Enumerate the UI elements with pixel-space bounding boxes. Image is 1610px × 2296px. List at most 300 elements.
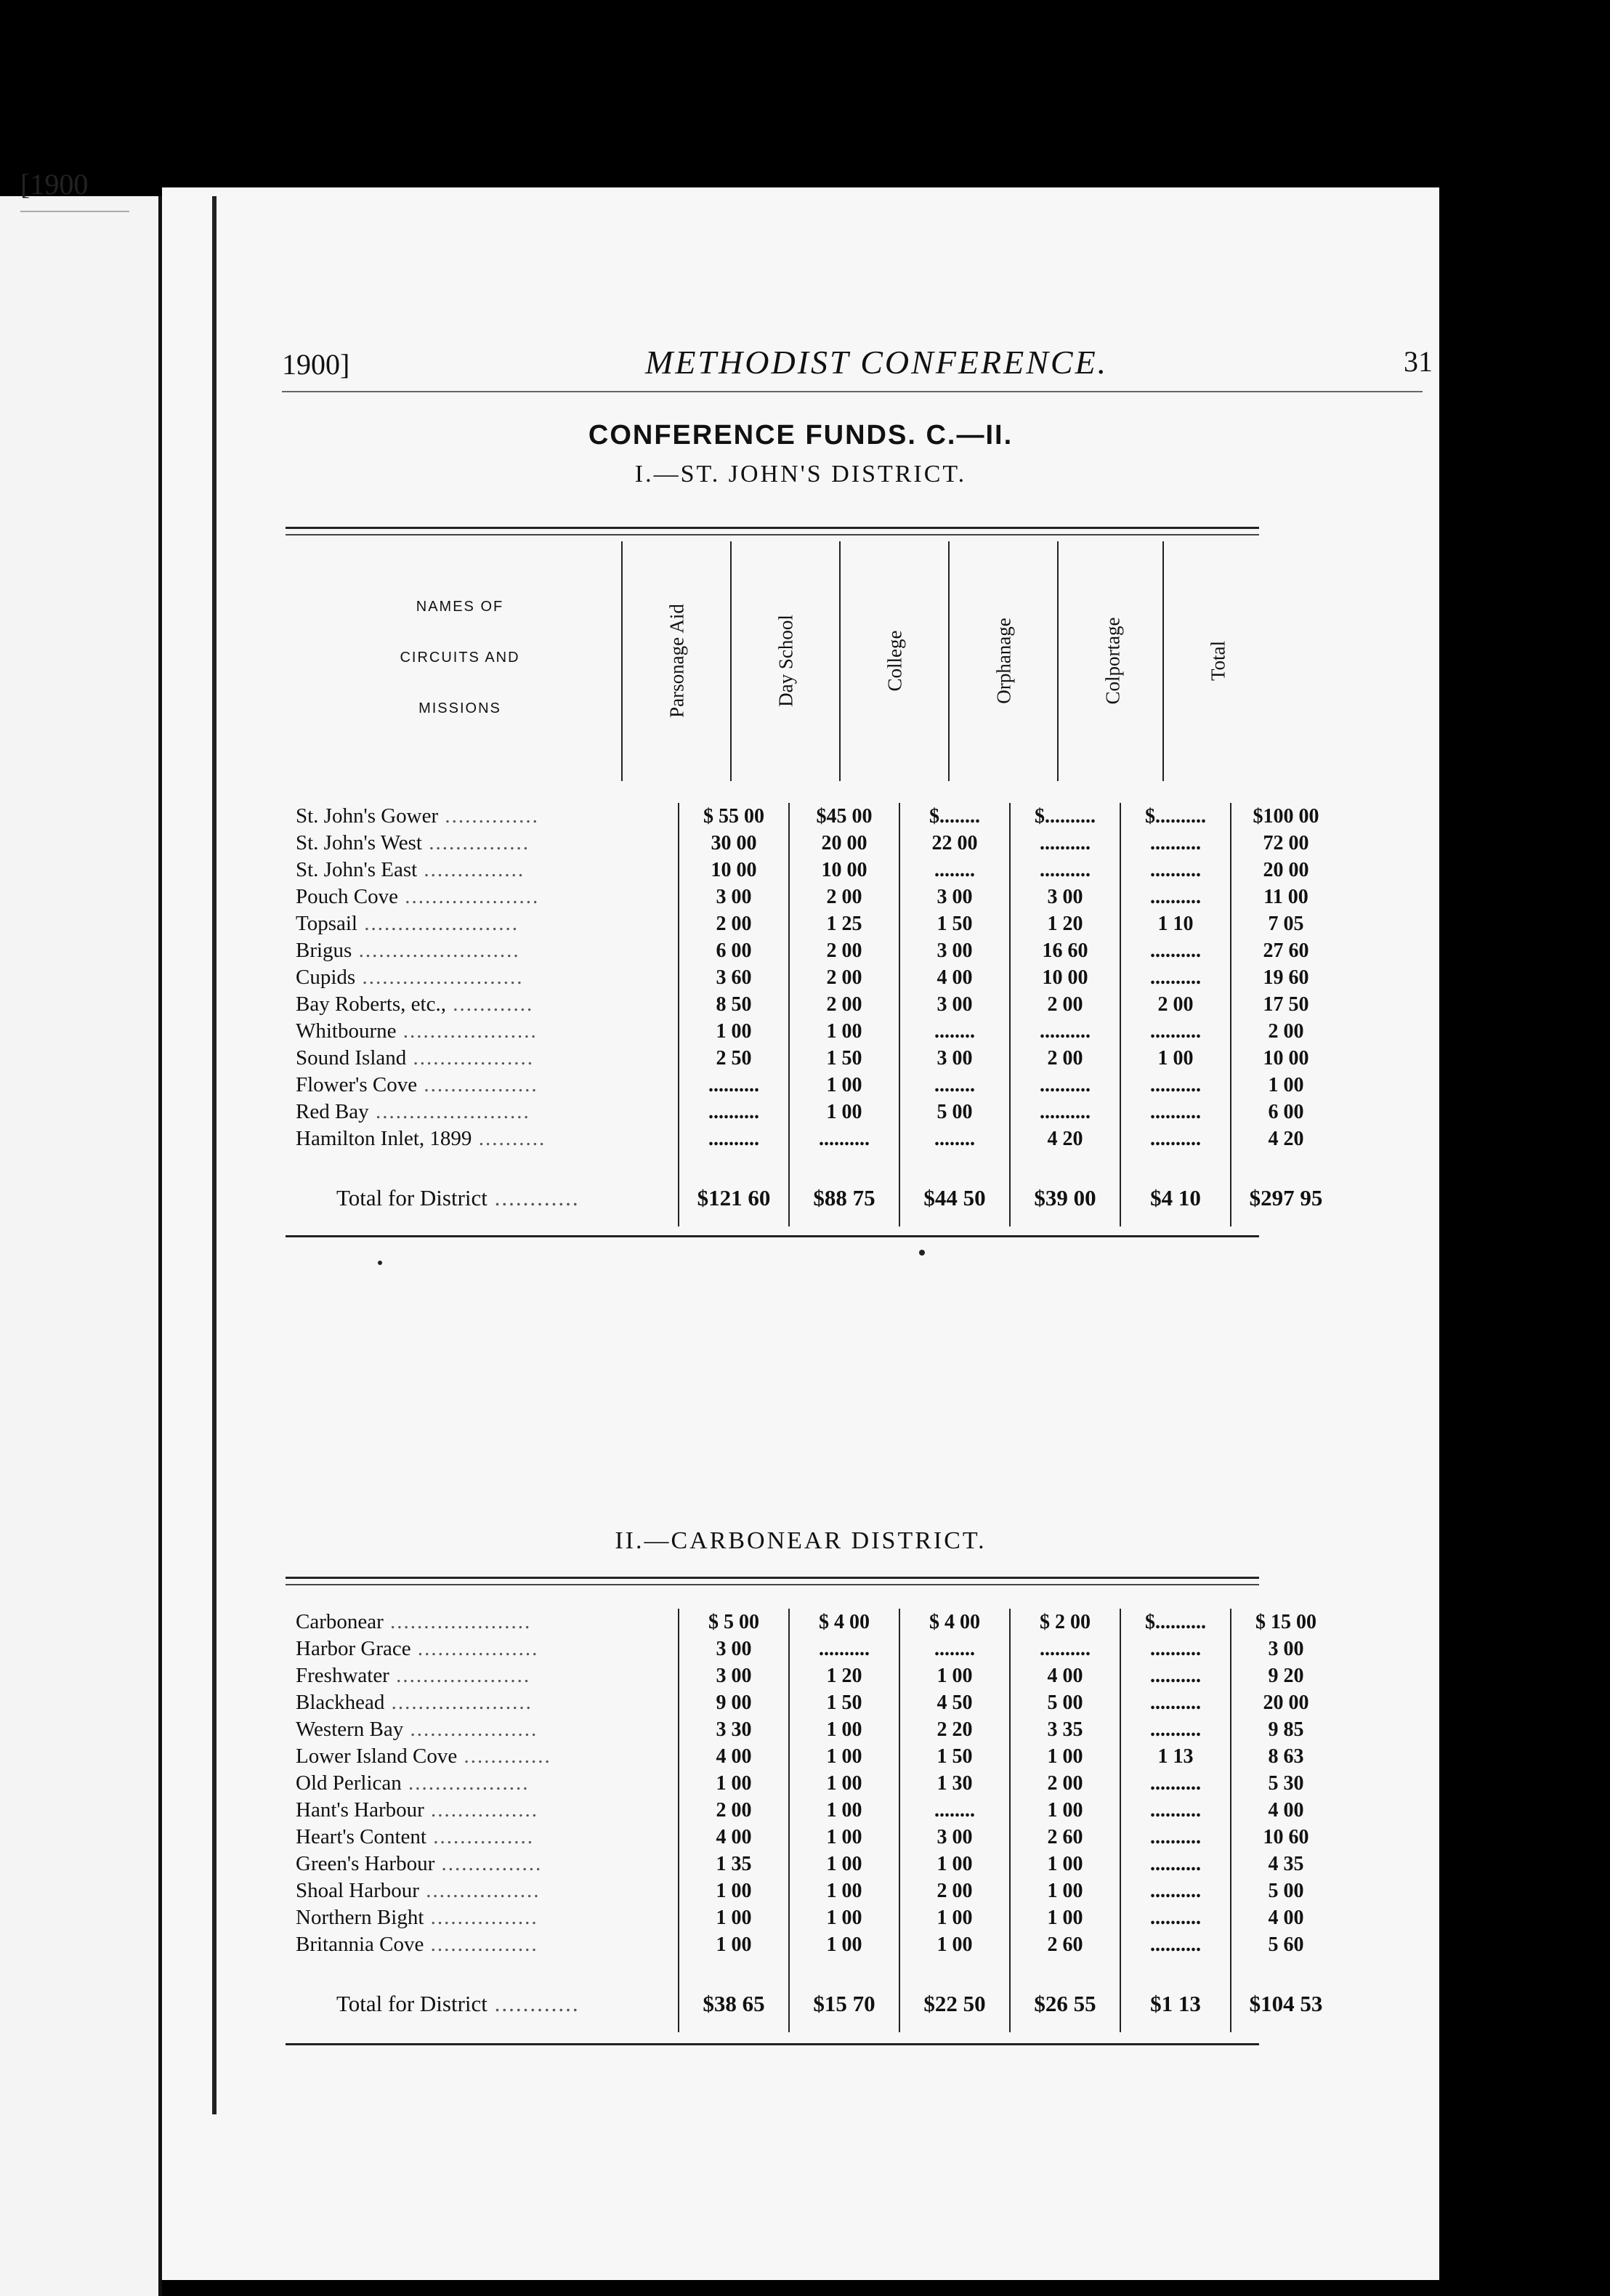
dot-leader: ........................ bbox=[352, 939, 520, 962]
amount-cell: 6 00 bbox=[1231, 1099, 1340, 1125]
circuit-name: Lower Island Cove ............. bbox=[296, 1745, 551, 1768]
amount-cell: $100 00 bbox=[1231, 803, 1340, 830]
amount-cell: $15 70 bbox=[789, 1974, 899, 2032]
amount-cell: .......... bbox=[1120, 1877, 1231, 1904]
amount-cell: 2 00 bbox=[1010, 1045, 1120, 1072]
table-row bbox=[286, 1904, 1340, 1931]
amount-cell: .......... bbox=[1120, 884, 1231, 910]
circuit-name: Bay Roberts, etc., ............ bbox=[296, 993, 534, 1016]
table-row bbox=[286, 1716, 1340, 1743]
header-year: 1900] bbox=[282, 348, 350, 381]
amount-cell: 1 50 bbox=[789, 1689, 899, 1716]
left-page-rule bbox=[20, 211, 129, 212]
amount-cell: 1 00 bbox=[789, 1716, 899, 1743]
amount-cell: 5 00 bbox=[899, 1099, 1010, 1125]
spacer-cell bbox=[1010, 1958, 1120, 1974]
amount-cell: 1 35 bbox=[679, 1851, 789, 1877]
amount-cell: 1 25 bbox=[789, 910, 899, 937]
amount-cell: $45 00 bbox=[789, 803, 899, 830]
table-row bbox=[286, 1689, 1340, 1716]
circuit-name: Sound Island .................. bbox=[296, 1046, 534, 1070]
amount-cell: ........ bbox=[899, 1018, 1010, 1045]
amount-cell: 1 00 bbox=[679, 1018, 789, 1045]
amount-cell: 3 00 bbox=[899, 884, 1010, 910]
dot-leader: .......... bbox=[472, 1127, 546, 1150]
amount-cell: .......... bbox=[1120, 964, 1231, 991]
amount-cell: 2 00 bbox=[789, 964, 899, 991]
col-head-parsonage-label: Parsonage Aid bbox=[666, 604, 688, 718]
amount-cell: 16 60 bbox=[1010, 937, 1120, 964]
spacer-cell bbox=[679, 1152, 789, 1168]
amount-cell: .......... bbox=[1120, 1716, 1231, 1743]
table-row bbox=[286, 1099, 1340, 1125]
amount-cell: 1 00 bbox=[789, 1743, 899, 1770]
amount-cell: .......... bbox=[679, 1125, 789, 1152]
amount-cell: 1 00 bbox=[789, 1851, 899, 1877]
amount-cell: 2 00 bbox=[679, 1797, 789, 1824]
table-row bbox=[286, 830, 1340, 857]
circuit-name: Green's Harbour ............... bbox=[296, 1852, 543, 1875]
amount-cell: .......... bbox=[1010, 1099, 1120, 1125]
dot-leader: ............. bbox=[457, 1745, 551, 1768]
names-heading-line-2: CIRCUITS AND bbox=[400, 650, 520, 666]
table-top-rule-carbonear-2 bbox=[286, 1584, 1259, 1585]
amount-cell: .......... bbox=[789, 1636, 899, 1662]
table-row bbox=[286, 1125, 1340, 1152]
amount-cell: 10 00 bbox=[789, 857, 899, 884]
amount-cell: $297 95 bbox=[1231, 1168, 1340, 1226]
amount-cell: 10 60 bbox=[1231, 1824, 1340, 1851]
table-row bbox=[286, 1072, 1340, 1099]
circuit-name: Heart's Content ............... bbox=[296, 1825, 534, 1848]
amount-cell: 1 00 bbox=[1120, 1045, 1231, 1072]
amount-cell: 1 00 bbox=[789, 1797, 899, 1824]
amount-cell: 1 10 bbox=[1120, 910, 1231, 937]
print-speck bbox=[378, 1261, 382, 1265]
amount-cell: 1 00 bbox=[1231, 1072, 1340, 1099]
names-heading-line-1: NAMES OF bbox=[416, 599, 504, 615]
amount-cell: 3 00 bbox=[899, 1045, 1010, 1072]
table-row bbox=[286, 884, 1340, 910]
amount-cell: 1 00 bbox=[789, 1931, 899, 1958]
circuit-name: Cupids ........................ bbox=[296, 966, 524, 989]
amount-cell: $ 15 00 bbox=[1231, 1609, 1340, 1636]
amount-cell: 1 00 bbox=[789, 1018, 899, 1045]
dot-leader: .................. bbox=[401, 1771, 530, 1795]
amount-cell: 2 00 bbox=[1010, 1770, 1120, 1797]
col-head-college-label: College bbox=[883, 630, 906, 692]
table-top-rule bbox=[286, 527, 1259, 529]
circuit-name: Red Bay ....................... bbox=[296, 1100, 530, 1123]
dot-leader: .................. bbox=[406, 1046, 534, 1070]
amount-cell: 10 00 bbox=[1231, 1045, 1340, 1072]
dot-leader: .............. bbox=[438, 804, 539, 828]
circuit-name: Shoal Harbour ................. bbox=[296, 1879, 541, 1902]
dot-leader: ................ bbox=[424, 1798, 539, 1822]
amount-cell: 72 00 bbox=[1231, 830, 1340, 857]
table-row bbox=[286, 1770, 1340, 1797]
amount-cell: $ 4 00 bbox=[899, 1609, 1010, 1636]
col-head-dayschool-label: Day School bbox=[774, 615, 797, 707]
names-heading bbox=[286, 581, 634, 734]
amount-cell: 1 30 bbox=[899, 1770, 1010, 1797]
amount-cell: $38 65 bbox=[679, 1974, 789, 2032]
amount-cell: 5 00 bbox=[1231, 1877, 1340, 1904]
amount-cell: 2 00 bbox=[789, 937, 899, 964]
col-head-college bbox=[839, 541, 950, 781]
table-bottom-rule-stjohns bbox=[286, 1235, 1259, 1237]
col-head-colportage-label: Colportage bbox=[1101, 617, 1124, 705]
dot-leader: ........................ bbox=[355, 966, 524, 989]
table-row bbox=[286, 1851, 1340, 1877]
amount-cell: 1 00 bbox=[789, 1824, 899, 1851]
circuit-name: Northern Bight ................ bbox=[296, 1906, 538, 1929]
amount-cell: ........ bbox=[899, 1636, 1010, 1662]
col-head-dayschool bbox=[730, 541, 841, 781]
circuit-name: St. John's West ............... bbox=[296, 831, 530, 854]
amount-cell: .......... bbox=[1010, 857, 1120, 884]
amount-cell: 6 00 bbox=[679, 937, 789, 964]
spacer-cell bbox=[286, 1958, 679, 1974]
carbonear-table bbox=[286, 1609, 1340, 2032]
amount-cell: $88 75 bbox=[789, 1168, 899, 1226]
amount-cell: 1 50 bbox=[899, 1743, 1010, 1770]
amount-cell: 1 50 bbox=[899, 910, 1010, 937]
dot-leader: ....................... bbox=[368, 1100, 530, 1123]
dot-leader: ................. bbox=[418, 1879, 541, 1902]
amount-cell: 2 50 bbox=[679, 1045, 789, 1072]
dot-leader: ..................... bbox=[383, 1610, 532, 1633]
amount-cell: .......... bbox=[679, 1072, 789, 1099]
table-row bbox=[286, 1824, 1340, 1851]
amount-cell: 1 13 bbox=[1120, 1743, 1231, 1770]
amount-cell: 2 00 bbox=[1010, 991, 1120, 1018]
amount-cell: 3 00 bbox=[679, 884, 789, 910]
dot-leader: ............... bbox=[421, 831, 530, 854]
amount-cell: 5 30 bbox=[1231, 1770, 1340, 1797]
amount-cell: 3 00 bbox=[679, 1636, 789, 1662]
amount-cell: 1 00 bbox=[1010, 1904, 1120, 1931]
amount-cell: .......... bbox=[1120, 1689, 1231, 1716]
amount-cell: 9 20 bbox=[1231, 1662, 1340, 1689]
amount-cell: 10 00 bbox=[1010, 964, 1120, 991]
spacer-cell bbox=[1120, 1152, 1231, 1168]
amount-cell: 1 20 bbox=[1010, 910, 1120, 937]
circuit-name: Flower's Cove ................. bbox=[296, 1073, 538, 1096]
amount-cell: 1 00 bbox=[1010, 1877, 1120, 1904]
dot-leader: ............... bbox=[417, 858, 525, 881]
amount-cell: 20 00 bbox=[1231, 1689, 1340, 1716]
left-page-header: [1900 bbox=[20, 168, 89, 201]
left-facing-page bbox=[0, 196, 160, 2296]
amount-cell: .......... bbox=[1010, 1636, 1120, 1662]
circuit-name: Britannia Cove ................ bbox=[296, 1933, 538, 1956]
amount-cell: 4 00 bbox=[679, 1743, 789, 1770]
amount-cell: 2 00 bbox=[789, 991, 899, 1018]
dot-leader: ............... bbox=[426, 1825, 534, 1848]
table-row bbox=[286, 1018, 1340, 1045]
amount-cell: .......... bbox=[1120, 1904, 1231, 1931]
amount-cell: 1 00 bbox=[679, 1904, 789, 1931]
amount-cell: 1 00 bbox=[679, 1877, 789, 1904]
amount-cell: 4 00 bbox=[1010, 1662, 1120, 1689]
circuit-name: Western Bay ................... bbox=[296, 1718, 538, 1741]
spacer-cell bbox=[1010, 1152, 1120, 1168]
spacer-cell bbox=[1120, 1958, 1231, 1974]
print-speck bbox=[919, 1250, 925, 1256]
section-title: CONFERENCE FUNDS. C.—II. bbox=[588, 420, 1014, 450]
table-row bbox=[286, 1877, 1340, 1904]
col-head-orphanage-label: Orphanage bbox=[992, 618, 1015, 704]
amount-cell: 5 00 bbox=[1010, 1689, 1120, 1716]
amount-cell: 5 60 bbox=[1231, 1931, 1340, 1958]
amount-cell: 4 00 bbox=[1231, 1797, 1340, 1824]
circuit-name: Carbonear ..................... bbox=[296, 1610, 532, 1633]
amount-cell: 3 35 bbox=[1010, 1716, 1120, 1743]
spacer-cell bbox=[789, 1958, 899, 1974]
amount-cell: $.......... bbox=[1010, 803, 1120, 830]
table-row bbox=[286, 1743, 1340, 1770]
amount-cell: 1 00 bbox=[899, 1662, 1010, 1689]
amount-cell: 8 63 bbox=[1231, 1743, 1340, 1770]
amount-cell: 1 00 bbox=[899, 1904, 1010, 1931]
amount-cell: .......... bbox=[1120, 1851, 1231, 1877]
amount-cell: .......... bbox=[1120, 1931, 1231, 1958]
circuit-name: Whitbourne .................... bbox=[296, 1019, 538, 1043]
circuit-name: Topsail ....................... bbox=[296, 912, 519, 935]
amount-cell: $26 55 bbox=[1010, 1974, 1120, 2032]
amount-cell: 8 50 bbox=[679, 991, 789, 1018]
amount-cell: $44 50 bbox=[899, 1168, 1010, 1226]
page-number: 31 bbox=[1404, 345, 1433, 378]
amount-cell: ........ bbox=[899, 1125, 1010, 1152]
amount-cell: 2 00 bbox=[899, 1877, 1010, 1904]
amount-cell: 1 00 bbox=[679, 1770, 789, 1797]
amount-cell: .......... bbox=[1120, 1636, 1231, 1662]
amount-cell: $ 55 00 bbox=[679, 803, 789, 830]
amount-cell: $1 13 bbox=[1120, 1974, 1231, 2032]
dot-leader: .................... bbox=[396, 1019, 538, 1043]
amount-cell: 3 60 bbox=[679, 964, 789, 991]
amount-cell: 3 00 bbox=[899, 991, 1010, 1018]
table-row bbox=[286, 1931, 1340, 1958]
running-header bbox=[282, 344, 1437, 391]
col-head-orphanage bbox=[948, 541, 1059, 781]
amount-cell: 4 00 bbox=[1231, 1904, 1340, 1931]
spacer-cell bbox=[679, 1958, 789, 1974]
circuit-name: Harbor Grace .................. bbox=[296, 1637, 539, 1660]
amount-cell: $ 4 00 bbox=[789, 1609, 899, 1636]
table-row bbox=[286, 910, 1340, 937]
amount-cell: 4 00 bbox=[899, 964, 1010, 991]
amount-cell: 20 00 bbox=[789, 830, 899, 857]
amount-cell: 3 00 bbox=[899, 1824, 1010, 1851]
amount-cell: 1 00 bbox=[789, 1877, 899, 1904]
amount-cell: ........ bbox=[899, 1797, 1010, 1824]
stjohns-table bbox=[286, 803, 1340, 1226]
dot-leader: ....................... bbox=[357, 912, 519, 935]
amount-cell: .......... bbox=[1120, 1797, 1231, 1824]
spacer-cell bbox=[899, 1958, 1010, 1974]
dot-leader: ............ bbox=[445, 993, 534, 1016]
table-row bbox=[286, 803, 1340, 830]
col-head-colportage bbox=[1057, 541, 1168, 781]
amount-cell: 11 00 bbox=[1231, 884, 1340, 910]
amount-cell: 4 35 bbox=[1231, 1851, 1340, 1877]
amount-cell: .......... bbox=[1120, 857, 1231, 884]
amount-cell: 2 20 bbox=[899, 1716, 1010, 1743]
amount-cell: .......... bbox=[1120, 830, 1231, 857]
amount-cell: 2 00 bbox=[789, 884, 899, 910]
amount-cell: 2 00 bbox=[679, 910, 789, 937]
table-row bbox=[286, 857, 1340, 884]
amount-cell: .......... bbox=[1010, 1018, 1120, 1045]
amount-cell: 4 20 bbox=[1010, 1125, 1120, 1152]
table-row bbox=[286, 937, 1340, 964]
amount-cell: .......... bbox=[1120, 1824, 1231, 1851]
circuit-name: Pouch Cove .................... bbox=[296, 885, 540, 908]
amount-cell: 3 00 bbox=[679, 1662, 789, 1689]
amount-cell: .......... bbox=[679, 1099, 789, 1125]
amount-cell: 20 00 bbox=[1231, 857, 1340, 884]
table-top-rule-2 bbox=[286, 534, 1259, 535]
amount-cell: $121 60 bbox=[679, 1168, 789, 1226]
dot-leader: ............ bbox=[487, 1990, 580, 2016]
amount-cell: 1 00 bbox=[1010, 1797, 1120, 1824]
total-label: Total for District ............ bbox=[336, 1184, 580, 1210]
amount-cell: 3 00 bbox=[1010, 884, 1120, 910]
table-row bbox=[286, 1636, 1340, 1662]
col-head-total-label: Total bbox=[1207, 640, 1229, 682]
amount-cell: $4 10 bbox=[1120, 1168, 1231, 1226]
table-row bbox=[286, 1045, 1340, 1072]
spacer-cell bbox=[1231, 1152, 1340, 1168]
amount-cell: 10 00 bbox=[679, 857, 789, 884]
amount-cell: 2 60 bbox=[1010, 1931, 1120, 1958]
amount-cell: 4 00 bbox=[679, 1824, 789, 1851]
amount-cell: 4 20 bbox=[1231, 1125, 1340, 1152]
spacer-cell bbox=[1231, 1958, 1340, 1974]
circuit-name: Hamilton Inlet, 1899 .......... bbox=[296, 1127, 546, 1150]
header-rule bbox=[282, 391, 1423, 392]
amount-cell: ........ bbox=[899, 857, 1010, 884]
amount-cell: 7 05 bbox=[1231, 910, 1340, 937]
amount-cell: 9 85 bbox=[1231, 1716, 1340, 1743]
table-row bbox=[286, 991, 1340, 1018]
dot-leader: ................ bbox=[424, 1906, 538, 1929]
amount-cell: .......... bbox=[1120, 1072, 1231, 1099]
amount-cell: 1 20 bbox=[789, 1662, 899, 1689]
amount-cell: .......... bbox=[1010, 1072, 1120, 1099]
amount-cell: .......... bbox=[1120, 1018, 1231, 1045]
amount-cell: .......... bbox=[1010, 830, 1120, 857]
amount-cell: 1 00 bbox=[789, 1099, 899, 1125]
circuit-name: Hant's Harbour ................ bbox=[296, 1798, 539, 1822]
amount-cell: .......... bbox=[1120, 937, 1231, 964]
circuit-name: Freshwater .................... bbox=[296, 1664, 531, 1687]
amount-cell: 2 60 bbox=[1010, 1824, 1120, 1851]
amount-cell: 3 30 bbox=[679, 1716, 789, 1743]
amount-cell: ........ bbox=[899, 1072, 1010, 1099]
header-title: METHODIST CONFERENCE. bbox=[645, 344, 1109, 381]
spacer-row bbox=[286, 1958, 1340, 1974]
amount-cell: 1 00 bbox=[789, 1904, 899, 1931]
circuit-name: Blackhead ..................... bbox=[296, 1691, 533, 1714]
amount-cell: 3 00 bbox=[899, 937, 1010, 964]
amount-cell: 30 00 bbox=[679, 830, 789, 857]
table-row bbox=[286, 1662, 1340, 1689]
circuit-name: Brigus ........................ bbox=[296, 939, 520, 962]
amount-cell: 1 00 bbox=[679, 1931, 789, 1958]
dot-leader: ................ bbox=[424, 1933, 538, 1956]
amount-cell: $104 53 bbox=[1231, 1974, 1340, 2032]
amount-cell: 27 60 bbox=[1231, 937, 1340, 964]
amount-cell: $ 5 00 bbox=[679, 1609, 789, 1636]
spacer-cell bbox=[789, 1152, 899, 1168]
amount-cell: 19 60 bbox=[1231, 964, 1340, 991]
dot-leader: ..................... bbox=[384, 1691, 533, 1714]
amount-cell: $.......... bbox=[1120, 803, 1231, 830]
district-title-carbonear: II.—CARBONEAR DISTRICT. bbox=[615, 1527, 987, 1554]
amount-cell: .......... bbox=[1120, 1125, 1231, 1152]
amount-cell: 1 00 bbox=[1010, 1851, 1120, 1877]
col-head-parsonage bbox=[621, 541, 732, 781]
amount-cell: .......... bbox=[1120, 1662, 1231, 1689]
amount-cell: .......... bbox=[789, 1125, 899, 1152]
dot-leader: ................... bbox=[403, 1718, 538, 1741]
dot-leader: ............... bbox=[434, 1852, 543, 1875]
table-bottom-rule-carbonear bbox=[286, 2043, 1259, 2045]
amount-cell: 1 00 bbox=[1010, 1743, 1120, 1770]
dot-leader: ............ bbox=[487, 1184, 580, 1210]
amount-cell: 22 00 bbox=[899, 830, 1010, 857]
circuit-name: St. John's Gower .............. bbox=[296, 804, 539, 828]
spacer-row bbox=[286, 1152, 1340, 1168]
amount-cell: $39 00 bbox=[1010, 1168, 1120, 1226]
amount-cell: $.......... bbox=[1120, 1609, 1231, 1636]
amount-cell: 1 00 bbox=[899, 1931, 1010, 1958]
amount-cell: 17 50 bbox=[1231, 991, 1340, 1018]
amount-cell: 2 00 bbox=[1120, 991, 1231, 1018]
amount-cell: $22 50 bbox=[899, 1974, 1010, 2032]
amount-cell: 9 00 bbox=[679, 1689, 789, 1716]
amount-cell: 4 50 bbox=[899, 1689, 1010, 1716]
amount-cell: 1 00 bbox=[789, 1072, 899, 1099]
table-top-rule-carbonear bbox=[286, 1577, 1259, 1579]
dot-leader: ................. bbox=[417, 1073, 538, 1096]
circuit-name: Old Perlican .................. bbox=[296, 1771, 530, 1795]
amount-cell: $ 2 00 bbox=[1010, 1609, 1120, 1636]
spacer-cell bbox=[286, 1152, 679, 1168]
table-row bbox=[286, 964, 1340, 991]
amount-cell: 2 00 bbox=[1231, 1018, 1340, 1045]
amount-cell: .......... bbox=[1120, 1099, 1231, 1125]
total-label: Total for District ............ bbox=[336, 1990, 580, 2016]
names-heading-line-3: MISSIONS bbox=[418, 700, 501, 716]
amount-cell: .......... bbox=[1120, 1770, 1231, 1797]
table-row bbox=[286, 1609, 1340, 1636]
amount-cell: $........ bbox=[899, 803, 1010, 830]
total-row bbox=[286, 1168, 1340, 1226]
total-row bbox=[286, 1974, 1340, 2032]
amount-cell: 1 00 bbox=[899, 1851, 1010, 1877]
dot-leader: .................... bbox=[397, 885, 540, 908]
circuit-name: St. John's East ............... bbox=[296, 858, 525, 881]
dot-leader: .................... bbox=[389, 1664, 531, 1687]
spacer-cell bbox=[899, 1152, 1010, 1168]
amount-cell: 1 50 bbox=[789, 1045, 899, 1072]
dot-leader: .................. bbox=[410, 1637, 539, 1660]
